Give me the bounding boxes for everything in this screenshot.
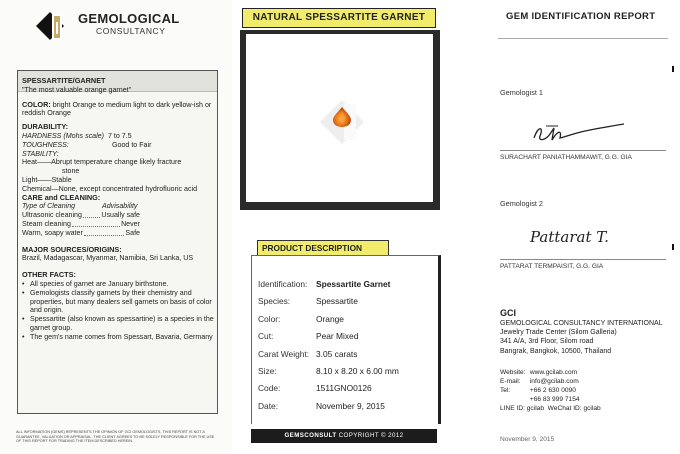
garnet-gem-icon [332,106,352,128]
title-divider [498,38,668,39]
hardness-label: HARDNESS (Mohs scale) [22,131,104,140]
hardness-value: 7 to 7.5 [107,131,132,140]
gem-photo [246,34,433,202]
toughness-label: TOUGHNESS: [22,140,69,149]
light-text: Light——Stable [22,175,72,184]
color-label: COLOR: [22,99,51,109]
logo-subtitle: CONSULTANCY [96,26,166,36]
address-line: Bangrak, Bangkok, 10500, Thailand [500,347,612,355]
product-description-box [251,255,441,424]
disclaimer-footnote: ALL INFORMATION (GEMS) REPRESENTS THE OPINION OF GCI GEMOLOGISTS. THIS REPORT IS NOT A GUARANTEE, VALUATION OR APPRAISAL. THE CLIENT AGREES TO BE SOLELY RESPONSIBLE FOR THE USE OF THIS REPORT FOR TRADING THE ITEM DESCRIBED HEREIN. [16,430,215,444]
gem-photo-frame [240,30,440,210]
fact-item: • The gem's name comes from Spessart, Bavaria, Germany [22,332,213,341]
address-line: 341 A/A, 3rd Floor, Silom road [500,338,594,346]
gemologist1-name: SURACHART PANIATHAMMAWIT, G.G. GIA [500,154,632,161]
detail-row: Carat Weight: 3.05 carats [258,348,358,359]
tel-label: Tel: [500,387,511,395]
gemologist2-signature: Pattarat T. [530,228,609,246]
chemical-text: Chemical—None, except concentrated hydrofluoric acid [22,184,198,193]
care-label: CARE and CLEANING: [22,192,101,202]
address-line: Jewelry Trade Center (Silom Galleria) [500,329,617,337]
gemologist2-label: Gemologist 2 [500,199,543,208]
detail-row: Species: Spessartite [258,296,358,307]
gem-quote: "The most valuable orange garnet" [22,85,132,94]
care-col-advice: Advisability [102,202,138,211]
signature-line [500,259,666,260]
cleaning-row: Steam cleaning Never [22,219,140,228]
gem-species-title: SPESSARTITE/GARNET [22,76,106,85]
cleaning-row: Ultrasonic cleaning Usually safe [22,211,140,220]
website-link[interactable]: www.gcilab.com [529,369,578,376]
email-link[interactable]: info@gcilab.com [529,378,579,386]
product-description-heading: PRODUCT DESCRIPTION [257,240,389,256]
wechat-id: WeChat ID: gcilab [547,405,601,413]
edge-mark [672,244,674,250]
gem-info-panel [0,0,233,454]
tel2-value: +66 83 999 7154 [529,396,580,404]
gemologist1-label: Gemologist 1 [500,88,543,97]
sources-text: Brazil, Madagascar, Myanmar, Namibia, Sri Lanka, US [22,254,194,263]
care-col-type: Type of Cleaning [22,202,76,211]
signature-line [500,150,666,151]
stability-label: STABILITY: [22,149,59,158]
fact-item: • Spessartite (also known as spessartine) is a species in the garnet group. [22,315,214,332]
report-date: November 9, 2015 [500,436,555,443]
contact-info [500,368,672,413]
line-label: LINE ID: [500,405,525,413]
detail-row: Size: 8.10 x 8.20 x 6.00 mm [258,366,399,377]
edge-mark [672,66,674,72]
company-full: GEMOLOGICAL CONSULTANCY INTERNATIONAL [500,320,663,327]
facts-label: OTHER FACTS: [22,270,76,280]
heat-text: Heat——Abrupt temperature change likely fracture [22,158,182,167]
detail-row: Identification: Spessartite Garnet [258,279,391,289]
heat-text-cont: stone [62,167,80,176]
toughness-value: Good to Fair [112,140,152,149]
copyright-brand: GEMSCONSULT [284,432,337,439]
durability-label: DURABILITY: [22,122,69,132]
detail-row: Color: Orange [258,313,344,324]
product-panel [232,0,459,454]
copyright-bar [251,429,437,443]
website-label: Website: [500,369,526,376]
cleaning-row: Warm, soapy water Safe [22,228,140,237]
company-address [500,308,672,356]
gci-logo [32,8,68,44]
fact-item: • Gemologists classify garnets by their chemistry and properties, but many dealers sell garnets on basis of color and origin. [22,288,212,315]
fact-item: • All species of garnet are January birthstone. [22,279,169,288]
detail-row: Date: November 9, 2015 [258,400,385,411]
detail-row: Code: 1511GNO0126 [258,383,372,394]
gemologist1-signature [528,118,628,148]
copyright-text: COPYRIGHT © 2012 [338,432,404,439]
gem-title-banner: NATURAL SPESSARTITE GARNET [242,8,436,28]
report-title: GEM IDENTIFICATION REPORT [506,11,656,22]
color-text: bright Orange to medium light to dark yellow-ish or reddish Orange [22,100,212,118]
tel-value: +66 2 630 0090 [529,387,576,395]
gem-facts-box [17,70,218,414]
logo-brand: GEMOLOGICAL [78,11,180,26]
report-panel [458,0,680,454]
line-id: gcilab [526,405,544,413]
detail-row: Cut: Pear Mixed [258,331,359,342]
sources-label: MAJOR SOURCES/ORIGINS: [22,244,122,254]
email-label: E-mail: [500,378,521,386]
company-short: GCI [500,308,517,318]
gemologist2-name: PATTARAT TERMPAISIT, G.G. GIA [500,263,604,270]
